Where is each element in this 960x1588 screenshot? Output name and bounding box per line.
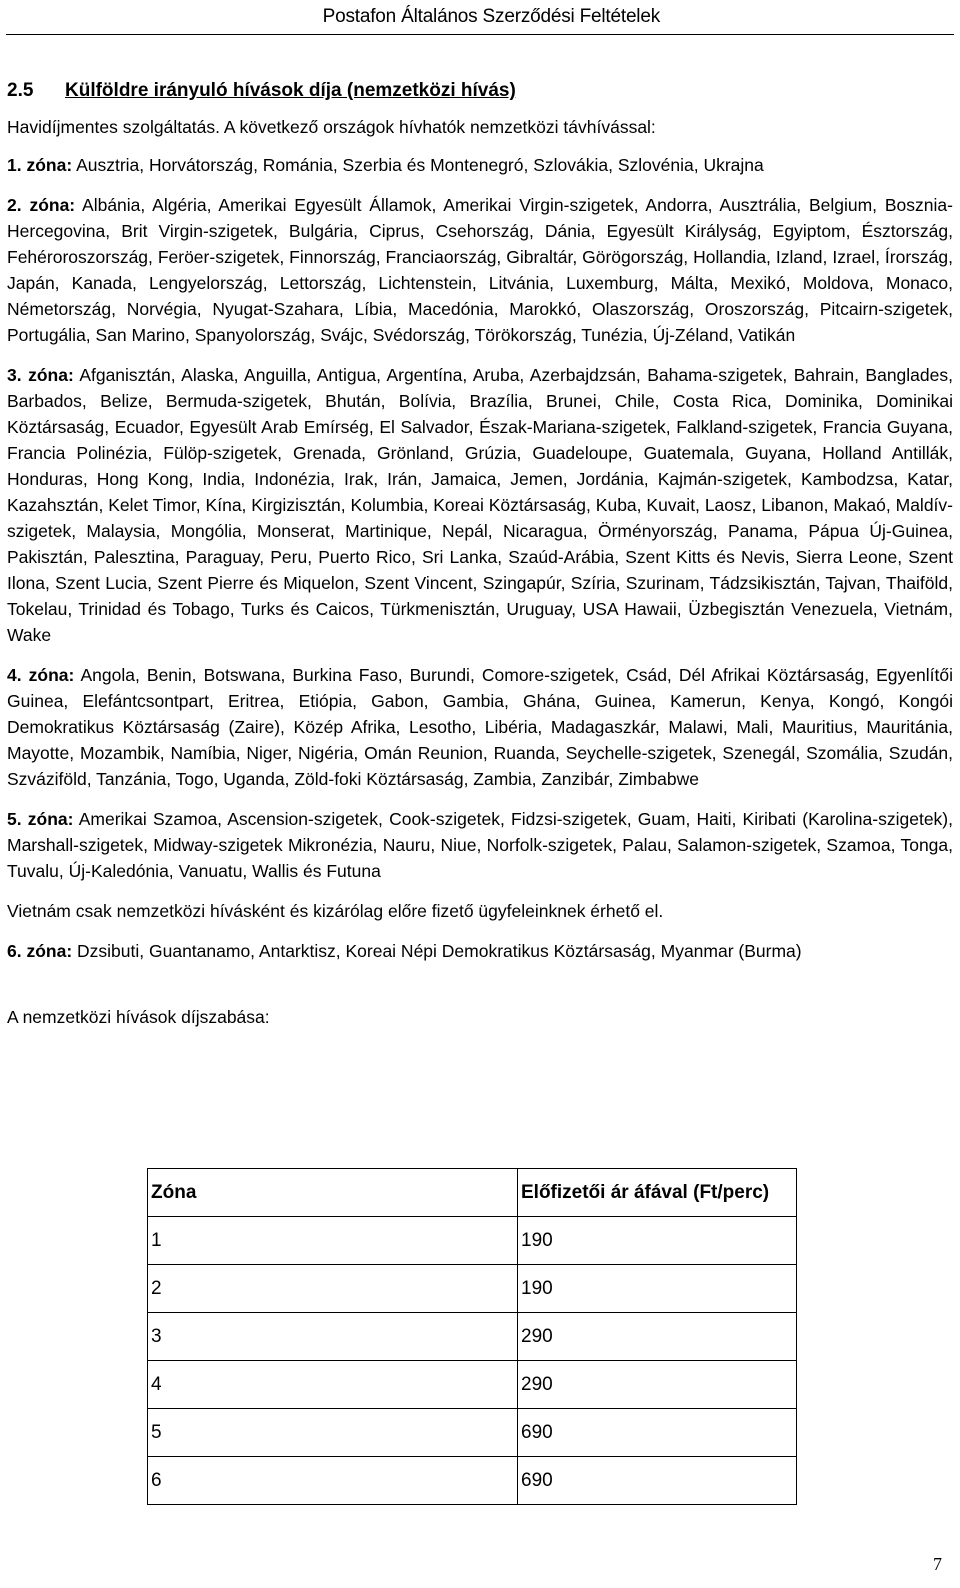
table-cell-price: 690 <box>518 1457 797 1505</box>
table-cell-price: 290 <box>518 1313 797 1361</box>
zone-label: 1. zóna: <box>7 155 73 175</box>
table-row <box>148 1217 797 1265</box>
zone-countries: Dzsibuti, Guantanamo, Antarktisz, Koreai Népi Demokratikus Köztársaság, Myanmar (Burma) <box>77 941 802 961</box>
pricing-table <box>147 1168 797 1505</box>
table-cell-price: 190 <box>518 1217 797 1265</box>
zone-1-paragraph <box>7 152 953 178</box>
zone-6-paragraph <box>7 938 953 964</box>
section-heading <box>7 80 953 102</box>
table-header-zone: Zóna <box>148 1169 518 1217</box>
table-row <box>148 1457 797 1505</box>
zone-4-paragraph <box>7 662 953 792</box>
zone-countries: Angola, Benin, Botswana, Burkina Faso, Burundi, Comore-szigetek, Csád, Dél Afrikai Köztársaság, Egyenlítői Guinea, Elefántcsontpart, Eritrea, Etiópia, Gabon, Gambia, Ghána, Guinea, Kamerun, Kenya, Kongó, Kongói Demokratikus Köztársaság (Zaire), Közép Afrika, Lesotho, Libéria, Madagaszkár, Malawi, Mali, Mauritius, Mauritánia, Mayotte, Mozambik, Namíbia, Niger, Nigéria, Omán Reunion, Ruanda, Seychelle-szigetek, Szenegál, Szomália, Szudán, Szváziföld, Tanzánia, Togo, Uganda, Zöld-foki Köztársaság, Zambia, Zanzibár, Zimbabwe <box>7 665 953 789</box>
zone-label: 3. zóna: <box>7 365 74 385</box>
header-rule <box>6 34 954 35</box>
table-cell-zone: 2 <box>148 1265 518 1313</box>
zone-label: 5. zóna: <box>7 809 74 829</box>
zone-label: 2. zóna: <box>7 195 76 215</box>
table-row <box>148 1313 797 1361</box>
page-number: 7 <box>933 1554 942 1574</box>
table-row <box>148 1361 797 1409</box>
page-content <box>7 76 953 1030</box>
zone-5-paragraph <box>7 806 953 884</box>
table-header-row <box>148 1169 797 1217</box>
zone-3-paragraph <box>7 362 953 648</box>
zone-2-paragraph <box>7 192 953 348</box>
table-row <box>148 1265 797 1313</box>
table-cell-zone: 5 <box>148 1409 518 1457</box>
section-number: 2.5 <box>7 80 34 101</box>
table-cell-price: 290 <box>518 1361 797 1409</box>
table-row <box>148 1409 797 1457</box>
zone-countries: Afganisztán, Alaska, Anguilla, Antigua, Argentína, Aruba, Azerbajdzsán, Bahama-szigetek, Bahrain, Banglades, Barbados, Belize, Bermuda-szigetek, Bhután, Bolívia, Brazília, Brunei, Chile, Costa Rica, Dominika, Dominikai Köztársaság, Ecuador, Egyesült Arab Emírség, El Salvador, Észak-Mariana-szigetek, Falkland-szigetek, Francia Guyana, Francia Polinézia, Fülöp-szigetek, Grenada, Grönland, Grúzia, Guadeloupe, Guatemala, Guyana, Holland Antillák, Honduras, Hong Kong, India, Indonézia, Irak, Irán, Jamaica, Jemen, Jordánia, Kajmán-szigetek, Kambodzsa, Katar, Kazahsztán, Kelet Timor, Kína, Kirgizisztán, Kolumbia, Koreai Köztársaság, Kuba, Kuvait, Laosz, Libanon, Makaó, Maldív-szigetek, Malaysia, Mongólia, Monserat, Martinique, Nepál, Nicaragua, Örményország, Panama, Pápua Új-Guinea, Pakisztán, Palesztina, Paraguay, Peru, Puerto Rico, Sri Lanka, Szaúd-Arábia, Szent Kitts és Nevis, Sierra Leone, Szent Ilona, Szent Lucia, Szent Pierre és Miquelon, Szent Vincent, Szingapúr, Szíria, Szurinam, Tádzsikisztán, Tajvan, Thaiföld, Tokelau, Trinidad és Tobago, Turks és Caicos, Türkmenisztán, Uruguay, USA Hawaii, Üzbegisztán Venezuela, Vietnám, Wake <box>7 365 953 645</box>
zone-countries: Albánia, Algéria, Amerikai Egyesült Államok, Amerikai Virgin-szigetek, Andorra, Ausztrália, Belgium, Bosznia-Hercegovina, Brit Virgin-szigetek, Bulgária, Ciprus, Csehország, Dánia, Egyesült Királyság, Egyiptom, Észtország, Fehéroroszország, Feröer-szigetek, Finnország, Franciaország, Gibraltár, Görögország, Hollandia, Izland, Izrael, Írország, Japán, Kanada, Lengyelország, Lettország, Lichtenstein, Litvánia, Luxemburg, Málta, Mexikó, Moldova, Monaco, Németország, Norvégia, Nyugat-Szahara, Líbia, Macedónia, Marokkó, Olaszország, Oroszország, Pitcairn-szigetek, Portugália, San Marino, Spanyolország, Svájc, Svédország, Törökország, Tunézia, Új-Zéland, Vatikán <box>7 195 953 345</box>
zone-countries: Amerikai Szamoa, Ascension-szigetek, Cook-szigetek, Fidzsi-szigetek, Guam, Haiti, Kiribati (Karolina-szigetek), Marshall-szigetek, Midway-szigetek Mikronézia, Nauru, Niue, Norfolk-szigetek, Palau, Salamon-szigetek, Szamoa, Tonga, Tuvalu, Új-Kaledónia, Vanuatu, Wallis és Futuna <box>7 809 953 881</box>
zone-label: 6. zóna: <box>7 941 73 961</box>
intro-text: Havidíjmentes szolgáltatás. A következő országok hívhatók nemzetközi távhívással: <box>7 117 656 137</box>
table-cell-price: 190 <box>518 1265 797 1313</box>
vietnam-note: Vietnám csak nemzetközi hívásként és kizárólag előre fizető ügyfeleinknek érhető el. <box>7 901 664 921</box>
pricing-intro: A nemzetközi hívások díjszabása: <box>7 1007 270 1027</box>
section-title: Külföldre irányuló hívások díja (nemzetközi hívás) <box>65 80 516 101</box>
zone-label: 4. zóna: <box>7 665 75 685</box>
table-cell-zone: 3 <box>148 1313 518 1361</box>
table-cell-zone: 6 <box>148 1457 518 1505</box>
zone-countries: Ausztria, Horvátország, Románia, Szerbia és Montenegró, Szlovákia, Szlovénia, Ukrajna <box>76 155 764 175</box>
table-header-price: Előfizetői ár áfával (Ft/perc) <box>518 1169 797 1217</box>
table-cell-zone: 1 <box>148 1217 518 1265</box>
table-cell-zone: 4 <box>148 1361 518 1409</box>
page-header: Postafon Általános Szerződési Feltételek <box>322 6 660 27</box>
table-cell-price: 690 <box>518 1409 797 1457</box>
